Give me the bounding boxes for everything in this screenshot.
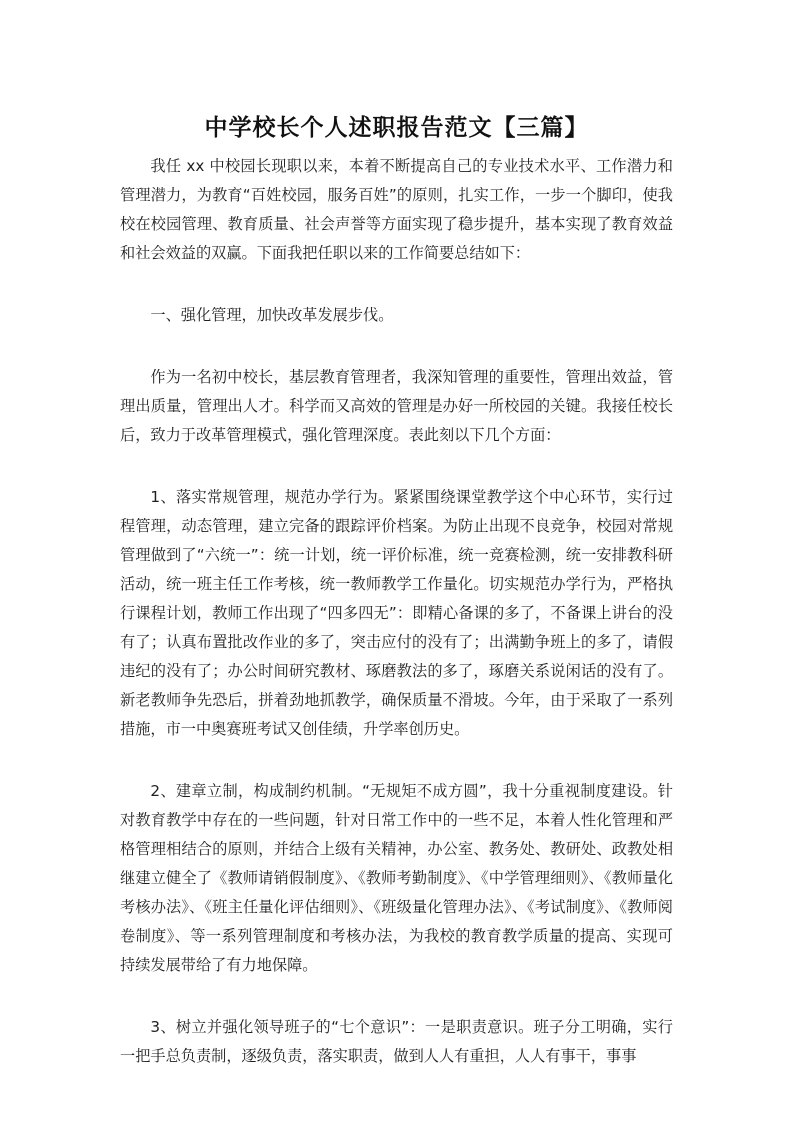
body-paragraph: 1、落实常规管理，规范办学行为。紧紧围绕课堂教学这个中心环节，实行过程管理，动态管理，建立完备的跟踪评价档案。为防止出现不良竞争，校园对常规管理做到了“六统一”：统一计划，统一评价标准，统一竞赛检测，统一安排教科研活动，统一班主任工作考核，统一教师教学工作量化。切实规范办学行为，严格执行课程计划，教师工作出现了“四多四无”：即精心备课的多了，不备课上讲台的没有了；认真布置批改作业的多了，突击应付的没有了；出满勤争班上的多了，请假违纪的没有了；办公时间研究教材、琢磨教法的多了，琢磨关系说闲话的没有了。新老教师争先恐后，拼着劲地抓教学，确保质量不滑坡。今年，由于采取了一系列措施，市一中奥赛班考试又创佳绩，升学率创历史。 (120, 488, 673, 738)
document-title: 中学校长个人述职报告范文【三篇】 (204, 115, 589, 141)
section-heading-1: 一、强化管理，加快改革发展步伐。 (150, 306, 394, 324)
body-paragraph: 作为一名初中校长，基层教育管理者，我深知管理的重要性，管理出效益，管理出质量，管理出人才。科学而又高效的管理是办好一所校园的关键。我接任校长后，致力于改革管理模式，强化管理深度。表此刻以下几个方面： (120, 368, 673, 444)
body-paragraph: 3、树立并强化领导班子的“七个意识”：一是职责意识。班子分工明确，实行一把手总负责制，逐级负责，落实职责，做到人人有重担，人人有事干，事事 (120, 1018, 673, 1065)
intro-paragraph: 我任 xx 中校园长现职以来，本着不断提高自己的专业技术水平、工作潜力和管理潜力，为教育“百姓校园，服务百姓”的原则，扎实工作，一步一个脚印，使我校在校园管理、教育质量、社会声誉等方面实现了稳步提升，基本实现了教育效益和社会效益的双赢。下面我把任职以来的工作简要总结如下： (120, 157, 673, 262)
body-paragraph: 2、建章立制，构成制约机制。“无规矩不成方圆”，我十分重视制度建设。针对教育教学中存在的一些问题，针对日常工作中的一些不足，本着人性化管理和严格管理相结合的原则，并结合上级有关精神，办公室、教务处、教研处、政教处相继建立健全了《教师请销假制度》、《教师考勤制度》、《中学管理细则》、《教师量化考核办法》、《班主任量化评估细则》、《班级量化管理办法》、《考试制度》、《教师阅卷制度》、等一系列管理制度和考核办法，为我校的教育教学质量的提高、实现可持续发展带给了有力地保障。 (120, 782, 673, 974)
